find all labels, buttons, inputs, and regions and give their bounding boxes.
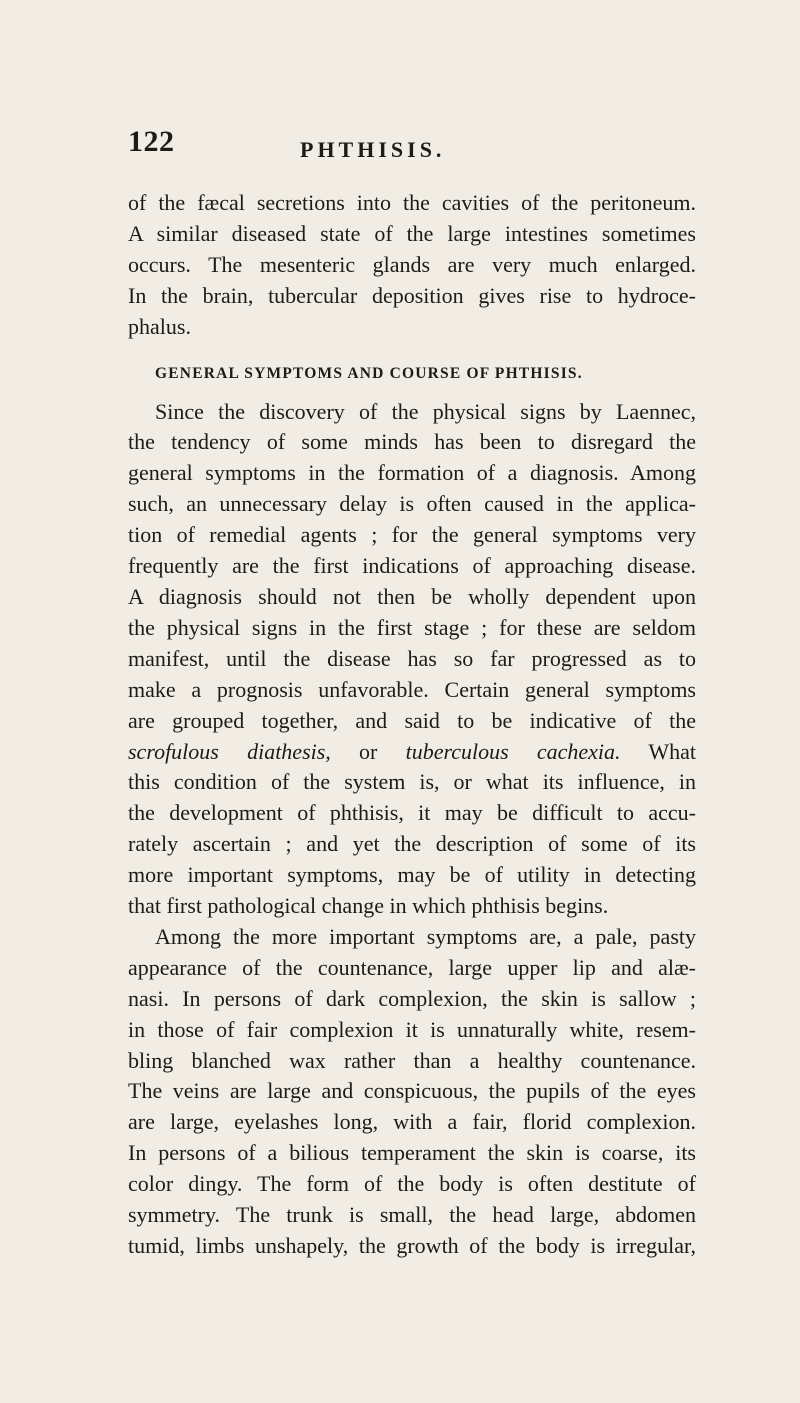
paragraph-important-symptoms xyxy=(128,922,696,1262)
continuation-paragraph xyxy=(128,188,696,343)
text-line: such, an unnecessary delay is often caused in the applica- xyxy=(128,491,696,517)
text-line: the tendency of some minds has been to disregard the xyxy=(128,429,696,455)
text-line: frequently are the first indications of approaching disease. xyxy=(128,553,696,579)
text-line: nasi. In persons of dark complexion, the skin is sallow ; xyxy=(128,985,696,1011)
text-line: appearance of the countenance, large upper lip and alæ- xyxy=(128,954,696,980)
text-line: In the brain, tubercular deposition gives rise to hydroce- xyxy=(128,282,696,308)
page-number: 122 xyxy=(128,125,175,158)
text-line: this condition of the system is, or what its influence, in xyxy=(128,769,696,795)
text-line: more important symptoms, may be of utility in detecting xyxy=(128,862,696,888)
text-line: tion of remedial agents ; for the general symptoms very xyxy=(128,522,696,548)
text-line: In persons of a bilious temperament the skin is coarse, its xyxy=(128,1140,696,1166)
text-line: the development of phthisis, it may be difficult to accu- xyxy=(128,800,696,826)
running-head: PHTHISIS. xyxy=(300,137,446,162)
italic-term: tuberculous cachexia. xyxy=(405,738,621,764)
text-line: tumid, limbs unshapely, the growth of the body is irregular, xyxy=(128,1233,696,1258)
text-line: manifest, until the disease has so far progressed as to xyxy=(128,645,696,671)
text-line: are large, eyelashes long, with a fair, florid complexion. xyxy=(128,1109,696,1135)
text-line: occurs. The mesenteric glands are very much enlarged. xyxy=(128,251,696,277)
text-line-italic-terms xyxy=(128,737,696,768)
text-line: are grouped together, and said to be indicative of the xyxy=(128,707,696,733)
text-line: general symptoms in the formation of a diagnosis. Among xyxy=(128,460,696,486)
text-line: symmetry. The trunk is small, the head large, abdomen xyxy=(128,1202,696,1228)
text-line: phalus. xyxy=(128,313,191,339)
text-line: rately ascertain ; and yet the description of some of its xyxy=(128,831,696,857)
text-line: A similar diseased state of the large intestines sometimes xyxy=(128,220,696,246)
body-text xyxy=(128,188,696,1262)
text-line: of the fæcal secretions into the cavities of the peritoneum. xyxy=(128,190,696,215)
text-line: that first pathological change in which phthisis begins. xyxy=(128,893,609,919)
text-line: color dingy. The form of the body is often destitute of xyxy=(128,1171,696,1197)
paragraph-general-symptoms xyxy=(128,397,696,922)
italic-term: scrofulous diathesis, xyxy=(128,738,331,764)
text-line: The veins are large and conspicuous, the pupils of the eyes xyxy=(128,1078,696,1104)
text-line: make a prognosis unfavorable. Certain general symptoms xyxy=(128,676,696,702)
section-heading: GENERAL SYMPTOMS AND COURSE OF PHTHISIS. xyxy=(155,364,583,382)
text-line: A diagnosis should not then be wholly dependent upon xyxy=(128,583,696,609)
text-line: in those of fair complexion it is unnaturally white, resem- xyxy=(128,1016,696,1042)
text-line: Since the discovery of the physical signs by Laennec, xyxy=(155,398,696,424)
text-line: bling blanched wax rather than a healthy countenance. xyxy=(128,1047,696,1073)
text-line: Among the more important symptoms are, a pale, pasty xyxy=(155,923,696,949)
text-fragment: What xyxy=(620,738,696,764)
text-line: the physical signs in the first stage ; for these are seldom xyxy=(128,614,696,640)
text-fragment: or xyxy=(330,738,406,764)
